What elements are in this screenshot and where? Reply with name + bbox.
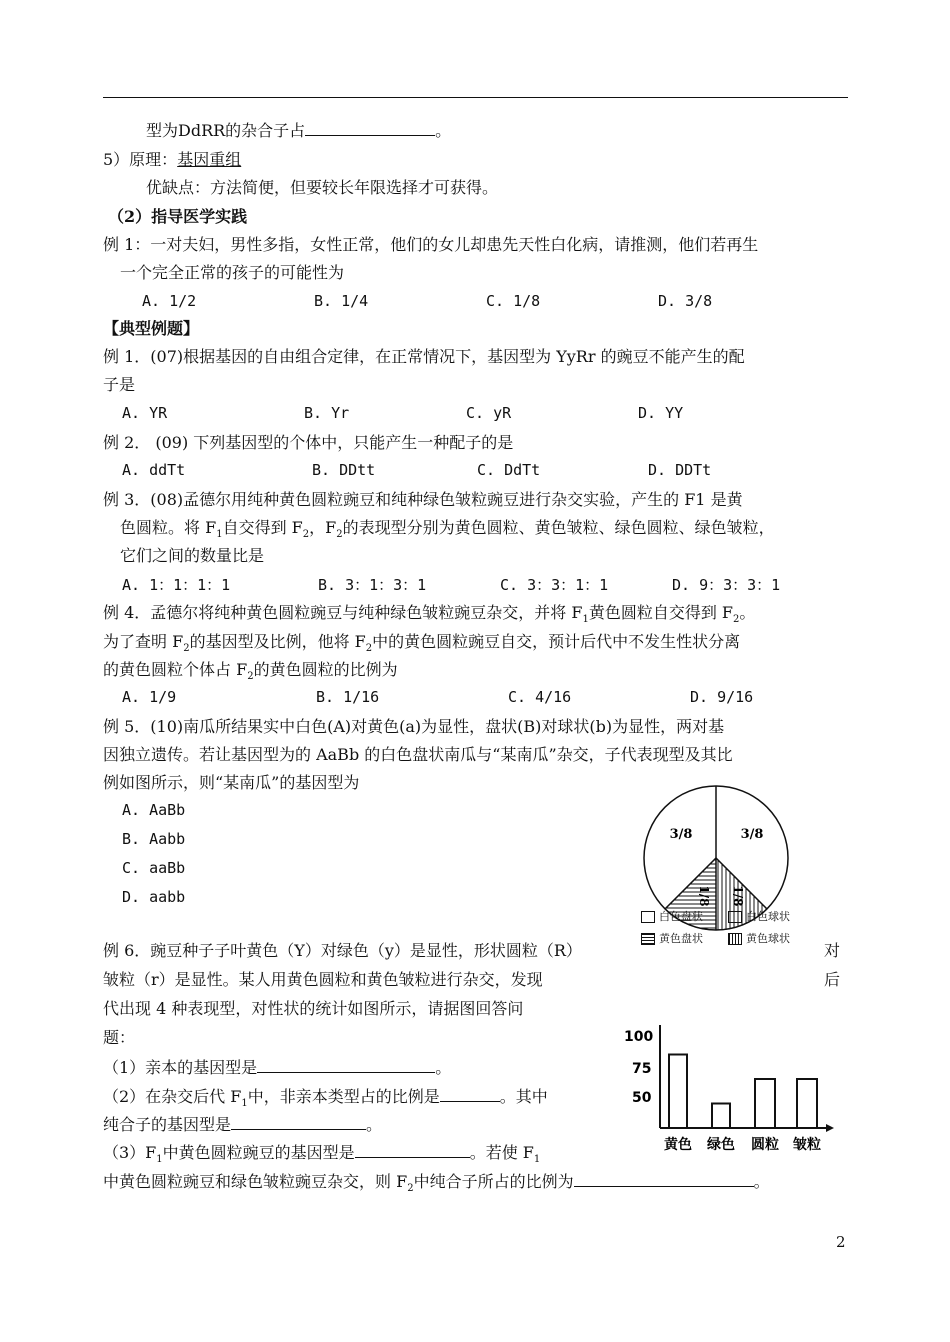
bar [712,1104,730,1129]
text-line: 它们之间的数量比是 [120,546,265,565]
bar [755,1079,775,1128]
option[interactable]: A. 1/9 [122,688,177,706]
option[interactable]: B. 1/4 [314,292,369,310]
text-line: 子是 [103,375,136,394]
text-line: 皱粒（r）是显性。某人用黄色圆粒和黄色皱粒进行杂交，发现 [103,970,543,989]
option[interactable]: D. aabb [122,888,186,906]
text-line: 中黄色圆粒豌豆和绿色皱粒豌豆杂交，则 $F_2$中纯合子所占的比例为 。 [103,1172,770,1195]
option[interactable]: A. AaBb [122,801,186,819]
pie-label: 1/8 [697,885,711,907]
answer-blank[interactable] [305,119,435,136]
text-line: 对 [824,941,841,960]
option[interactable]: D. 9：3：3：1 [672,576,781,594]
text-line: 例 1：一对夫妇，男性多指，女性正常，他们的女儿却患先天性白化病，请推测，他们若再生 [103,235,759,254]
text-line: （2）在杂交后代 $F_1$中，非亲本类型占的比例是 。其中 [103,1087,548,1110]
text-line: （1）亲本的基因型是 。 [103,1058,452,1077]
option[interactable]: D. 3/8 [658,292,713,310]
text-line: 的黄色圆粒个体占 $F_2$的黄色圆粒的比例为 [103,660,398,683]
answer-blank[interactable] [231,1113,366,1130]
option[interactable]: C. DdTt [477,461,541,479]
x-tick-label: 黄色 [664,1137,692,1153]
option[interactable]: A. 1/2 [142,292,197,310]
section-heading: （2）指导医学实践 [108,207,248,226]
text-line: 型为DdRR的杂合子占 。 [146,121,452,140]
option[interactable]: B. 1/16 [316,688,380,706]
option[interactable]: C. aaBb [122,859,186,877]
text-line: 例 5．(10)南瓜所结果实中白色(A)对黄色(a)为显性，盘状(B)对球状(b)为显性，两对基 [103,717,725,736]
pie-label: 1/8 [731,885,745,907]
text-line: 题： [103,1028,136,1047]
answer-blank[interactable] [355,1141,470,1158]
y-tick-label: 50 [632,1090,652,1106]
y-tick-label: 75 [632,1061,652,1077]
text-line: 例 3．(08)孟德尔用纯种黄色圆粒豌豆和纯种绿色皱粒豌豆进行杂交实验，产生的 F1 是黄 [103,490,743,509]
option[interactable]: D. DDTt [648,461,712,479]
pie-label: 3/8 [669,827,693,842]
option[interactable]: D. YY [638,404,684,422]
option[interactable]: C. 4/16 [508,688,572,706]
option[interactable]: B. Aabb [122,830,186,848]
bar [797,1079,817,1128]
option[interactable]: A. 1：1：1：1 [122,576,231,594]
text-line: 例 6．豌豆种子子叶黄色（Y）对绿色（y）是显性，形状圆粒（R） [103,941,582,960]
header-rule [103,97,848,98]
option[interactable]: C. 1/8 [486,292,541,310]
text-line: 纯合子的基因型是 。 [103,1115,383,1134]
option[interactable]: A. ddTt [122,461,186,479]
text-line: 一个完全正常的孩子的可能性为 [120,263,345,282]
x-tick-label: 圆粒 [751,1137,779,1153]
legend-item: 白色盘状 [641,908,703,924]
page-number: 2 [836,1233,846,1251]
text-line: 代出现 4 种表现型，对性状的统计如图所示，请据图回答问 [103,999,524,1018]
x-tick-label: 皱粒 [793,1137,821,1153]
text-line: 后 [824,970,841,989]
legend-item: 黄色球状 [728,930,790,946]
option[interactable]: D. 9/16 [690,688,754,706]
text-line: 5）原理：基因重组 [103,150,242,169]
legend-item: 白色球状 [728,908,790,924]
y-tick-label: 100 [624,1029,654,1045]
answer-blank[interactable] [440,1085,500,1102]
legend-item: 黄色盘状 [641,930,703,946]
option[interactable]: C. 3：3：1：1 [500,576,609,594]
answer-blank[interactable] [574,1170,754,1187]
option[interactable]: B. Yr [304,404,350,422]
bar-chart [620,1020,840,1160]
text-line: 例 2． (09) 下列基因型的个体中，只能产生一种配子的是 [103,433,514,452]
option[interactable]: B. DDtt [312,461,376,479]
option[interactable]: C. yR [466,404,512,422]
answer-blank[interactable] [257,1056,435,1073]
text-line: 优缺点：方法简便，但要较长年限选择才可获得。 [146,178,499,197]
text-line: 为了查明 $F_2$的基因型及比例，他将 $F_2$中的黄色圆粒豌豆自交，预计后代中不发生性状分离 [103,632,741,655]
section-heading: 【典型例题】 [103,319,200,338]
x-axis-arrow [826,1124,834,1132]
text-line: $(3)F_1$中黄色圆粒豌豆的基因型是 。若使 $F_1$ [103,1143,541,1166]
text-line: 色圆粒。将 $F_1$自交得到 $F_2$，$F_2$的表现型分别为黄色圆粒、黄色皱粒、绿色圆粒、绿色皱粒， [120,518,775,541]
x-tick-label: 绿色 [707,1137,735,1153]
pie-label: 3/8 [740,827,764,842]
option[interactable]: B. 3：1：3：1 [318,576,427,594]
option[interactable]: A. YR [122,404,168,422]
bar [669,1055,687,1129]
text-line: 因独立遗传。若让基因型为的 AaBb 的白色盘状南瓜与“某南瓜”杂交，子代表现型及其比 [103,745,733,764]
text-line: 例 4．孟德尔将纯种黄色圆粒豌豆与纯种绿色皱粒豌豆杂交，并将 $F_1$黄色圆粒自交得到 $F_2$。 [103,603,756,626]
text-line: 例 1．(07)根据基因的自由组合定律，在正常情况下，基因型为 YyRr 的豌豆不能产生的配 [103,347,745,366]
text-line: 例如图所示，则“某南瓜”的基因型为 [103,773,360,792]
